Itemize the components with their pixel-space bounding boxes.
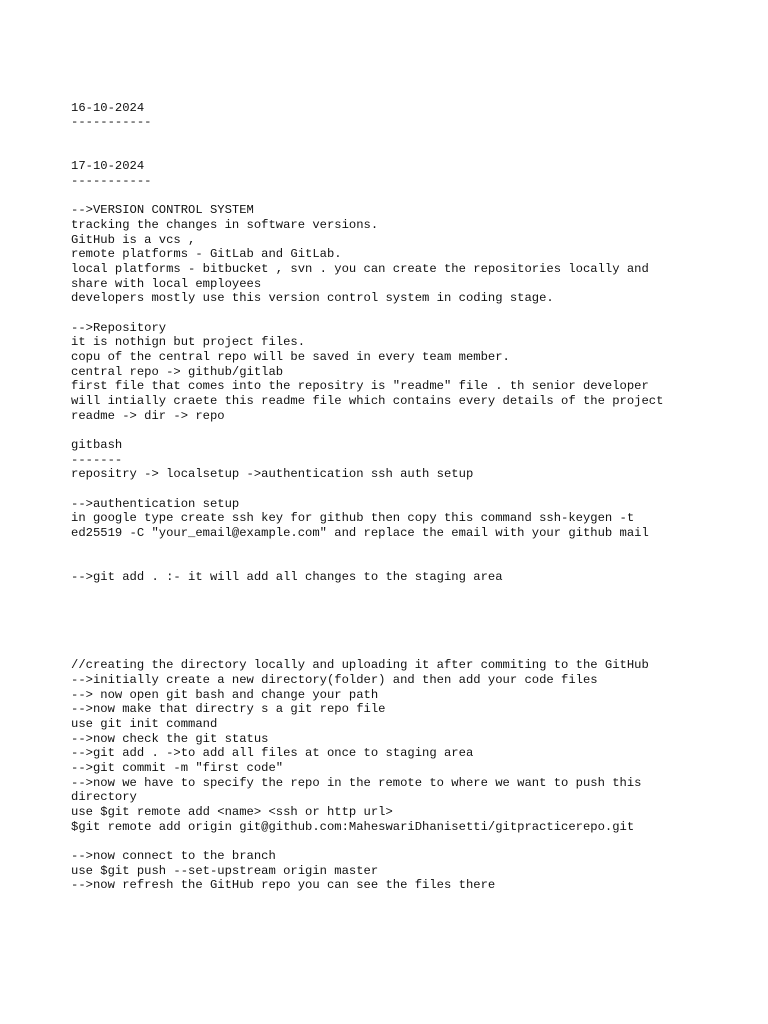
text-line: -->git commit -m "first code" [71, 760, 284, 775]
text-line: directory [71, 790, 137, 805]
text-line: will intially craete this readme file which contains every details of the project [71, 394, 664, 409]
text-line: use $git push --set-upstream origin master [71, 863, 379, 878]
text-line: -->Repository [71, 320, 167, 335]
blank-line [71, 629, 751, 644]
text-line: local platforms - bitbucket , svn . you can create the repositories locally and [71, 262, 649, 277]
text-line: -->initially create a new directory(folder) and then add your code files [71, 672, 598, 687]
text-line: -->git add . :- it will add all changes to the staging area [71, 570, 503, 585]
text-line: ----------- [71, 115, 152, 130]
text-line: -->now connect to the branch [71, 848, 276, 863]
text-line: tracking the changes in software versions. [71, 218, 379, 233]
text-line: 16-10-2024 [71, 100, 145, 115]
blank-line [71, 130, 751, 145]
blank-line [71, 541, 751, 556]
text-line: share with local employees [71, 276, 262, 291]
text-line: ----------- [71, 174, 152, 189]
text-line: $git remote add origin git@github.com:MaheswariDhanisetti/gitpracticerepo.git [71, 819, 635, 834]
text-line: --> now open git bash and change your path [71, 687, 379, 702]
text-line: //creating the directory locally and uploading it after commiting to the GitHub [71, 658, 649, 673]
text-line: -->git add . ->to add all files at once to staging area [71, 746, 474, 761]
text-line: ------- [71, 452, 123, 467]
text-line: 17-10-2024 [71, 159, 145, 174]
text-line: -->now refresh the GitHub repo you can see the files there [71, 878, 496, 893]
blank-line [71, 600, 751, 615]
text-line: use $git remote add <name> <ssh or http url> [71, 804, 393, 819]
text-line: first file that comes into the repositry is "readme" file . th senior developer [71, 379, 649, 394]
text-line: readme -> dir -> repo [71, 408, 225, 423]
blank-line [71, 614, 751, 629]
text-line: in google type create ssh key for github then copy this command ssh-keygen -t [71, 511, 635, 526]
text-line: -->now we have to specify the repo in the remote to where we want to push this [71, 775, 642, 790]
blank-line [71, 585, 751, 600]
text-line: gitbash [71, 438, 123, 453]
text-line: remote platforms - GitLab and GitLab. [71, 247, 342, 262]
blank-line [71, 482, 751, 497]
text-line: it is nothign but project files. [71, 335, 306, 350]
text-line: copu of the central repo will be saved in every team member. [71, 350, 510, 365]
text-line: -->VERSION CONTROL SYSTEM [71, 203, 254, 218]
blank-line [71, 306, 751, 321]
text-line: use git init command [71, 716, 218, 731]
text-line: ed25519 -C "your_email@example.com" and replace the email with your github mail [71, 526, 649, 541]
blank-line [71, 644, 751, 659]
blank-line [71, 556, 751, 571]
text-line: -->now make that directry s a git repo file [71, 702, 386, 717]
blank-line [71, 189, 751, 204]
text-line: -->now check the git status [71, 731, 269, 746]
blank-line [71, 423, 751, 438]
text-line: GitHub is a vcs , [71, 232, 196, 247]
text-line: repositry -> localsetup ->authentication ssh auth setup [71, 467, 474, 482]
blank-line [71, 145, 751, 160]
text-line: -->authentication setup [71, 496, 240, 511]
text-line: central repo -> github/gitlab [71, 364, 284, 379]
text-line: developers mostly use this version control system in coding stage. [71, 291, 554, 306]
document-text [71, 86, 751, 893]
blank-line [71, 834, 751, 849]
blank-line [71, 86, 751, 101]
